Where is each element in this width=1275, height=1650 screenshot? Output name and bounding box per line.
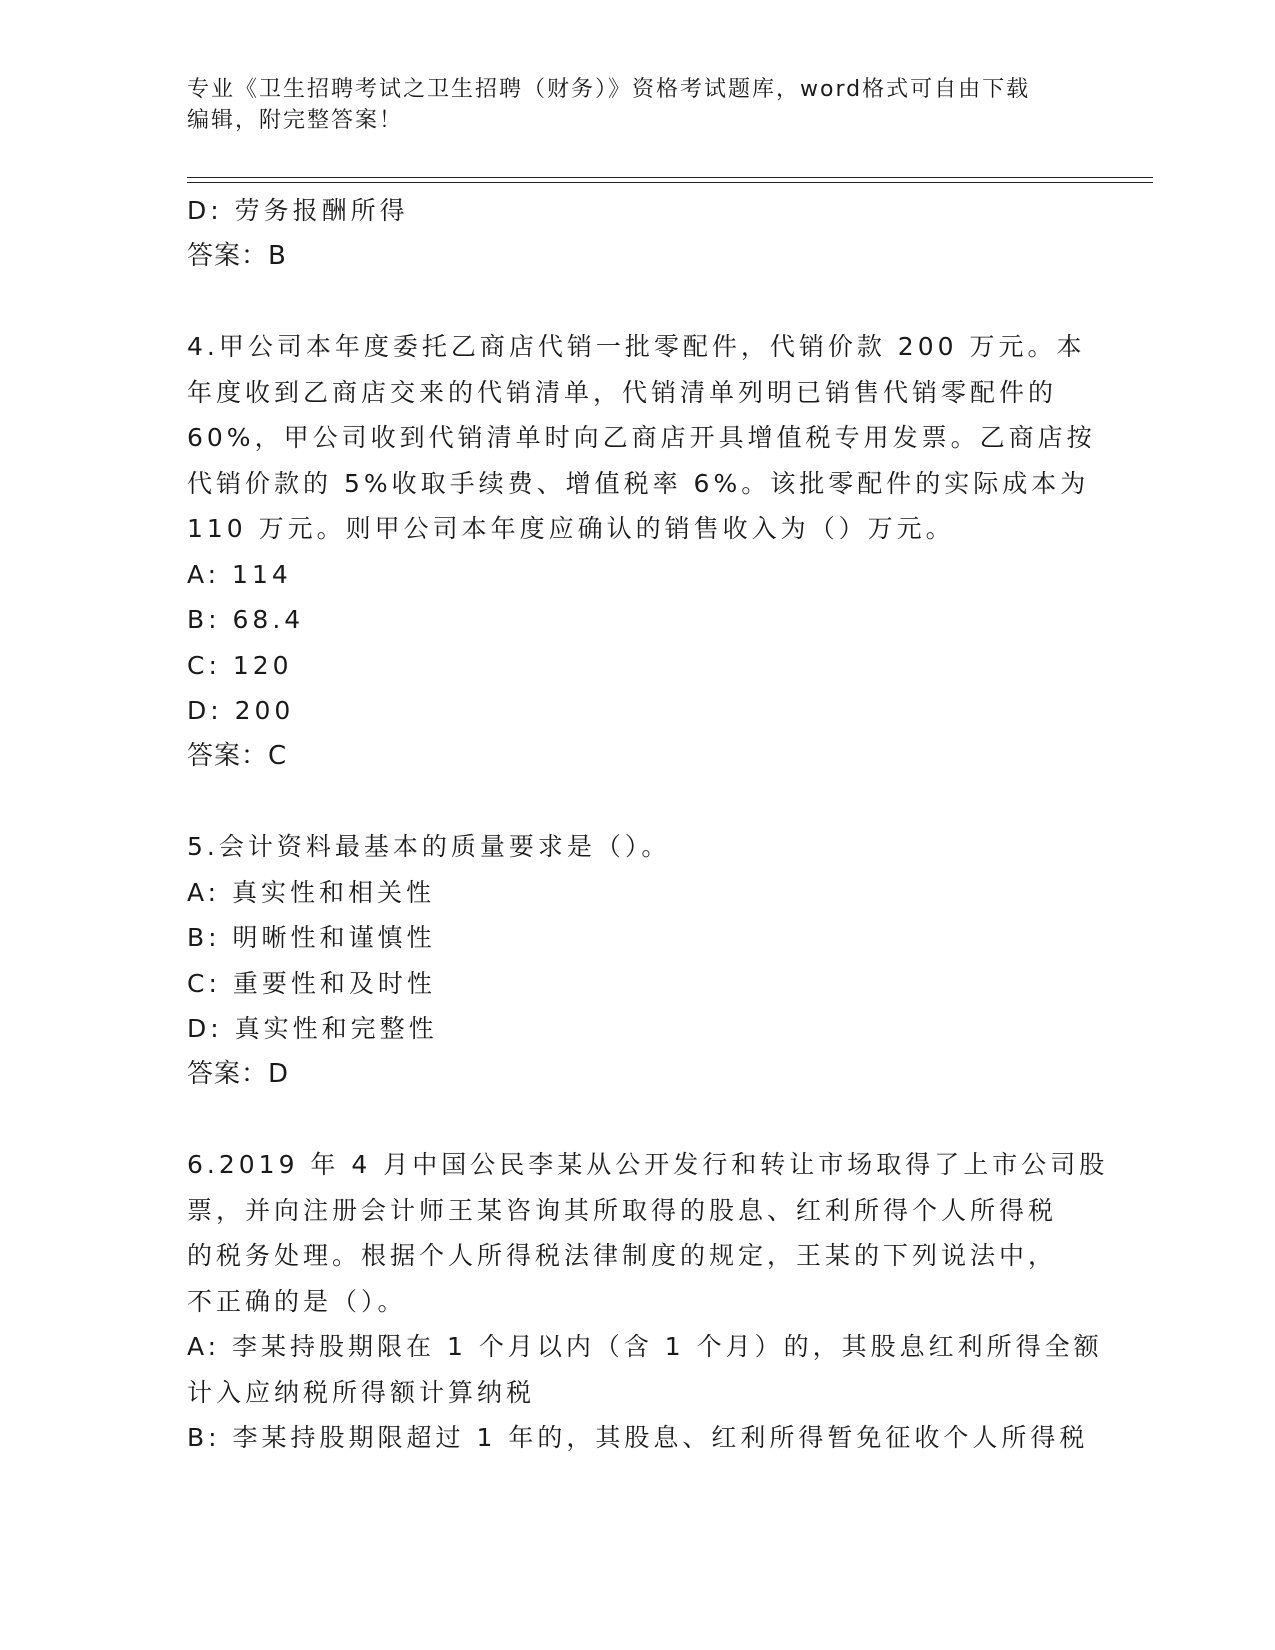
q5-option-c: C: 重要性和及时性 — [187, 968, 436, 998]
q5-option-d: D: 真实性和完整性 — [187, 1014, 438, 1043]
q5-stem-line: 5.会计资料最基本的质量要求是（）。 — [187, 832, 671, 861]
spacer — [187, 279, 1087, 324]
q4-stem — [187, 324, 1096, 552]
q3-answer: 答案：B — [187, 240, 287, 271]
spacer — [187, 1097, 1087, 1142]
q4-stem-line: 年度收到乙商店交来的代销清单，代销清单列明已销售代销零配件的 — [187, 377, 1058, 407]
q6-stem-line: 6.2019 年 4 月中国公民李某从公开发行和转让市场取得了上市公司股 — [187, 1150, 1109, 1179]
q4-option-b: B: 68.4 — [187, 605, 305, 634]
spacer — [187, 779, 1087, 824]
q4-stem-line: 60%，甲公司收到代销清单时向乙商店开具增值税专用发票。乙商店按 — [187, 423, 1096, 452]
q5-stem — [187, 824, 1087, 870]
q4-option-a: A: 114 — [187, 559, 292, 589]
q5-answer: 答案：D — [187, 1058, 290, 1089]
header-line-2: 编辑，附完整答案！ — [187, 108, 404, 133]
q6-stem-line: 票，并向注册会计师王某咨询其所取得的股息、红利所得个人所得税 — [187, 1195, 1058, 1225]
q6-option-a: A: 李某持股期限在 1 个月以内（含 1 个月）的，其股息红利所得全额 — [187, 1332, 1103, 1361]
q6-option-a-continued: 计入应纳税所得额计算纳税 — [187, 1377, 536, 1407]
q4-option-d: D: 200 — [187, 696, 295, 725]
q4-stem-line: 110 万元。则甲公司本年度应确认的销售收入为（）万元。 — [187, 514, 955, 543]
q4-stem-line: 4.甲公司本年度委托乙商店代销一批零配件，代销价款 200 万元。本 — [187, 332, 1086, 361]
q6-stem-line: 不正确的是（）。 — [187, 1286, 407, 1316]
document-body — [187, 188, 1109, 1461]
q4-stem-line: 代销价款的 5%收取手续费、增值税率 6%。该批零配件的实际成本为 — [187, 468, 1090, 498]
q5-option-b: B: 明晰性和谨慎性 — [187, 923, 436, 952]
q3-option-d: D: 劳务报酬所得 — [187, 196, 409, 225]
q6-stem — [187, 1142, 1109, 1324]
q6-stem-line: 的税务处理。根据个人所得税法律制度的规定，王某的下列说法中， — [187, 1241, 1058, 1270]
header-divider — [187, 177, 1153, 183]
q4-answer: 答案：C — [187, 740, 288, 771]
document-header — [187, 74, 1067, 136]
header-line-1: 专业《卫生招聘考试之卫生招聘（财务）》资格考试题库，word格式可自由下载 — [187, 77, 1031, 102]
q6-option-b: B: 李某持股期限超过 1 年的，其股息、红利所得暂免征收个人所得税 — [187, 1423, 1089, 1452]
q4-option-c: C: 120 — [187, 650, 293, 680]
q5-option-a: A: 真实性和相关性 — [187, 877, 436, 907]
